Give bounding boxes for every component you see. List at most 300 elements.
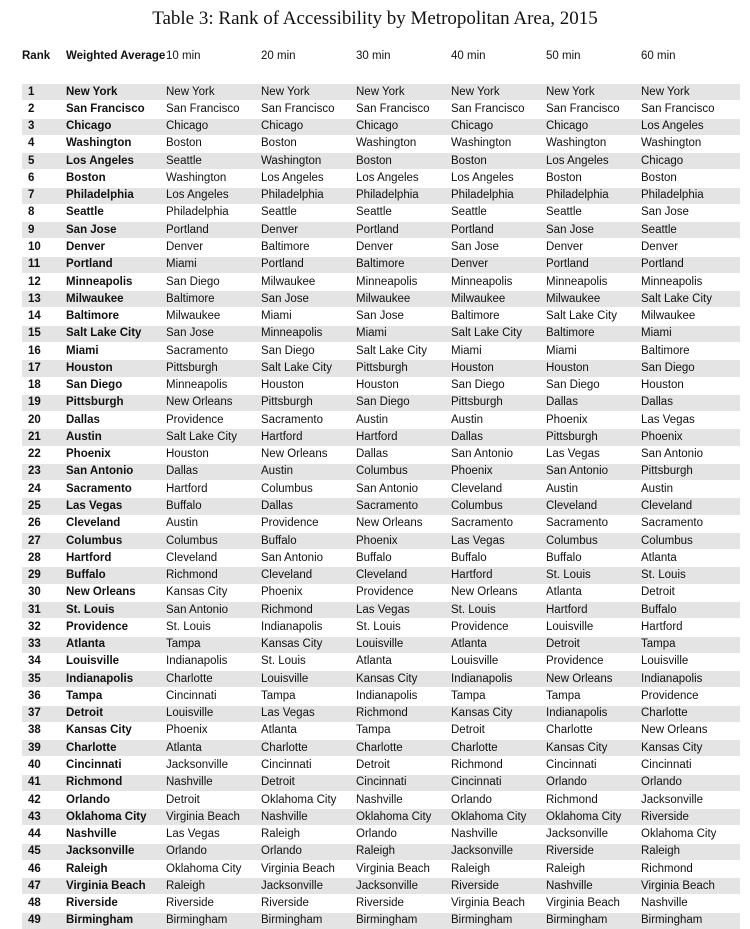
weighted-average-cell: Jacksonville — [66, 843, 166, 860]
10-min-cell: San Diego — [166, 273, 261, 290]
rank-cell: 36 — [22, 688, 66, 705]
weighted-average-cell: Dallas — [66, 412, 166, 429]
20-min-cell: Richmond — [261, 601, 356, 618]
weighted-average-cell: Sacramento — [66, 481, 166, 498]
40-min-cell: Kansas City — [451, 705, 546, 722]
table-row — [22, 878, 740, 895]
30-min-cell: Tampa — [356, 722, 451, 739]
10-min-cell: Pittsburgh — [166, 360, 261, 377]
20-min-cell: Virginia Beach — [261, 860, 356, 877]
rank-cell: 11 — [22, 256, 66, 273]
weighted-average-cell: Houston — [66, 360, 166, 377]
30-min-cell: Detroit — [356, 757, 451, 774]
20-min-cell: San Francisco — [261, 101, 356, 118]
10-min-cell: Cincinnati — [166, 688, 261, 705]
60-min-cell: Providence — [641, 688, 740, 705]
40-min-cell: Phoenix — [451, 463, 546, 480]
30-min-cell: Portland — [356, 222, 451, 239]
rank-cell: 17 — [22, 360, 66, 377]
60-min-cell: Los Angeles — [641, 118, 740, 135]
10-min-cell: Seattle — [166, 153, 261, 170]
10-min-cell: Birmingham — [166, 912, 261, 929]
40-min-cell: Riverside — [451, 878, 546, 895]
rank-cell: 43 — [22, 809, 66, 826]
10-min-cell: Columbus — [166, 532, 261, 549]
weighted-average-cell: San Antonio — [66, 463, 166, 480]
30-min-cell: Minneapolis — [356, 273, 451, 290]
30-min-cell: Dallas — [356, 446, 451, 463]
20-min-cell: Sacramento — [261, 412, 356, 429]
40-min-cell: Atlanta — [451, 636, 546, 653]
table-row — [22, 774, 740, 791]
30-min-cell: Hartford — [356, 429, 451, 446]
weighted-average-cell: Washington — [66, 135, 166, 152]
50-min-cell: New York — [546, 84, 641, 101]
table-row — [22, 429, 740, 446]
40-min-cell: Charlotte — [451, 740, 546, 757]
20-min-cell: Charlotte — [261, 740, 356, 757]
40-min-cell: Austin — [451, 412, 546, 429]
50-min-cell: Minneapolis — [546, 273, 641, 290]
rank-cell: 26 — [22, 515, 66, 532]
rank-cell: 6 — [22, 170, 66, 187]
30-min-cell: Providence — [356, 584, 451, 601]
10-min-cell: New Orleans — [166, 394, 261, 411]
table-body — [22, 84, 740, 929]
40-min-cell: Oklahoma City — [451, 809, 546, 826]
50-min-cell: Salt Lake City — [546, 308, 641, 325]
rank-cell: 42 — [22, 791, 66, 808]
rank-cell: 29 — [22, 567, 66, 584]
20-min-cell: Denver — [261, 222, 356, 239]
30-min-cell: Buffalo — [356, 550, 451, 567]
20-min-cell: Cleveland — [261, 567, 356, 584]
40-min-cell: Pittsburgh — [451, 394, 546, 411]
table-row — [22, 84, 740, 101]
10-min-cell: Phoenix — [166, 722, 261, 739]
30-min-cell: Kansas City — [356, 671, 451, 688]
table-row — [22, 273, 740, 290]
40-min-cell: Salt Lake City — [451, 325, 546, 342]
50-min-cell: Nashville — [546, 878, 641, 895]
30-min-cell: New Orleans — [356, 515, 451, 532]
10-min-cell: Austin — [166, 515, 261, 532]
50-min-cell: Atlanta — [546, 584, 641, 601]
weighted-average-cell: Minneapolis — [66, 273, 166, 290]
10-min-cell: Sacramento — [166, 342, 261, 359]
rank-cell: 28 — [22, 550, 66, 567]
10-min-cell: Raleigh — [166, 878, 261, 895]
40-min-cell: Providence — [451, 619, 546, 636]
60-min-cell: Louisville — [641, 653, 740, 670]
table-row — [22, 446, 740, 463]
10-min-cell: Las Vegas — [166, 826, 261, 843]
rank-cell: 30 — [22, 584, 66, 601]
60-min-cell: San Francisco — [641, 101, 740, 118]
table-row — [22, 360, 740, 377]
weighted-average-cell: Salt Lake City — [66, 325, 166, 342]
20-min-cell: Boston — [261, 135, 356, 152]
40-min-cell: Buffalo — [451, 550, 546, 567]
50-min-cell: San Jose — [546, 222, 641, 239]
10-min-cell: Los Angeles — [166, 187, 261, 204]
20-min-cell: Kansas City — [261, 636, 356, 653]
rank-cell: 12 — [22, 273, 66, 290]
rank-cell: 16 — [22, 342, 66, 359]
40-min-cell: Sacramento — [451, 515, 546, 532]
40-min-cell: Milwaukee — [451, 291, 546, 308]
40-min-cell: Virginia Beach — [451, 895, 546, 912]
20-min-cell: Detroit — [261, 774, 356, 791]
weighted-average-cell: Orlando — [66, 791, 166, 808]
30-min-cell: Columbus — [356, 463, 451, 480]
30-min-cell: Baltimore — [356, 256, 451, 273]
40-min-cell: Indianapolis — [451, 671, 546, 688]
table-row — [22, 463, 740, 480]
20-min-cell: Washington — [261, 153, 356, 170]
10-min-cell: Denver — [166, 239, 261, 256]
20-min-cell: Jacksonville — [261, 878, 356, 895]
weighted-average-cell: Oklahoma City — [66, 809, 166, 826]
60-min-cell: Boston — [641, 170, 740, 187]
30-min-cell: Denver — [356, 239, 451, 256]
60-min-cell: Houston — [641, 377, 740, 394]
20-min-cell: Dallas — [261, 498, 356, 515]
table-row — [22, 671, 740, 688]
30-min-cell: Nashville — [356, 791, 451, 808]
50-min-cell: San Diego — [546, 377, 641, 394]
60-min-cell: Washington — [641, 135, 740, 152]
weighted-average-cell: Chicago — [66, 118, 166, 135]
header-40-min: 40 min — [451, 48, 546, 84]
weighted-average-cell: Richmond — [66, 774, 166, 791]
20-min-cell: Oklahoma City — [261, 791, 356, 808]
20-min-cell: Birmingham — [261, 912, 356, 929]
60-min-cell: Detroit — [641, 584, 740, 601]
weighted-average-cell: Boston — [66, 170, 166, 187]
header-20-min: 20 min — [261, 48, 356, 84]
50-min-cell: Pittsburgh — [546, 429, 641, 446]
weighted-average-cell: Hartford — [66, 550, 166, 567]
weighted-average-cell: New Orleans — [66, 584, 166, 601]
30-min-cell: Louisville — [356, 636, 451, 653]
30-min-cell: Raleigh — [356, 843, 451, 860]
30-min-cell: San Diego — [356, 394, 451, 411]
10-min-cell: Baltimore — [166, 291, 261, 308]
rank-cell: 13 — [22, 291, 66, 308]
50-min-cell: Miami — [546, 342, 641, 359]
10-min-cell: San Francisco — [166, 101, 261, 118]
20-min-cell: Indianapolis — [261, 619, 356, 636]
60-min-cell: San Antonio — [641, 446, 740, 463]
table-row — [22, 377, 740, 394]
60-min-cell: Minneapolis — [641, 273, 740, 290]
60-min-cell: Cincinnati — [641, 757, 740, 774]
60-min-cell: Tampa — [641, 636, 740, 653]
rank-cell: 47 — [22, 878, 66, 895]
40-min-cell: Denver — [451, 256, 546, 273]
60-min-cell: Oklahoma City — [641, 826, 740, 843]
weighted-average-cell: San Jose — [66, 222, 166, 239]
header-30-min: 30 min — [356, 48, 451, 84]
table-row — [22, 912, 740, 929]
rank-cell: 49 — [22, 912, 66, 929]
table-row — [22, 256, 740, 273]
30-min-cell: Virginia Beach — [356, 860, 451, 877]
40-min-cell: Raleigh — [451, 860, 546, 877]
20-min-cell: Riverside — [261, 895, 356, 912]
table-row — [22, 619, 740, 636]
rank-cell: 45 — [22, 843, 66, 860]
table-row — [22, 653, 740, 670]
20-min-cell: Seattle — [261, 204, 356, 221]
rank-cell: 40 — [22, 757, 66, 774]
60-min-cell: Phoenix — [641, 429, 740, 446]
50-min-cell: Providence — [546, 653, 641, 670]
10-min-cell: Atlanta — [166, 740, 261, 757]
weighted-average-cell: San Diego — [66, 377, 166, 394]
20-min-cell: Philadelphia — [261, 187, 356, 204]
40-min-cell: Philadelphia — [451, 187, 546, 204]
10-min-cell: Buffalo — [166, 498, 261, 515]
10-min-cell: New York — [166, 84, 261, 101]
20-min-cell: Baltimore — [261, 239, 356, 256]
50-min-cell: Tampa — [546, 688, 641, 705]
table-row — [22, 101, 740, 118]
weighted-average-cell: Riverside — [66, 895, 166, 912]
40-min-cell: Orlando — [451, 791, 546, 808]
60-min-cell: Birmingham — [641, 912, 740, 929]
header-rank: Rank — [22, 48, 66, 84]
60-min-cell: Austin — [641, 481, 740, 498]
10-min-cell: Houston — [166, 446, 261, 463]
rank-cell: 38 — [22, 722, 66, 739]
20-min-cell: Phoenix — [261, 584, 356, 601]
40-min-cell: Richmond — [451, 757, 546, 774]
60-min-cell: St. Louis — [641, 567, 740, 584]
table-row — [22, 325, 740, 342]
50-min-cell: Los Angeles — [546, 153, 641, 170]
60-min-cell: New York — [641, 84, 740, 101]
50-min-cell: Charlotte — [546, 722, 641, 739]
20-min-cell: Cincinnati — [261, 757, 356, 774]
20-min-cell: Raleigh — [261, 826, 356, 843]
30-min-cell: Birmingham — [356, 912, 451, 929]
weighted-average-cell: San Francisco — [66, 101, 166, 118]
rank-cell: 21 — [22, 429, 66, 446]
10-min-cell: Salt Lake City — [166, 429, 261, 446]
50-min-cell: Richmond — [546, 791, 641, 808]
30-min-cell: New York — [356, 84, 451, 101]
20-min-cell: Minneapolis — [261, 325, 356, 342]
60-min-cell: Cleveland — [641, 498, 740, 515]
30-min-cell: Phoenix — [356, 532, 451, 549]
rank-cell: 31 — [22, 601, 66, 618]
40-min-cell: Nashville — [451, 826, 546, 843]
30-min-cell: San Francisco — [356, 101, 451, 118]
10-min-cell: Virginia Beach — [166, 809, 261, 826]
50-min-cell: Washington — [546, 135, 641, 152]
60-min-cell: Raleigh — [641, 843, 740, 860]
weighted-average-cell: Indianapolis — [66, 671, 166, 688]
20-min-cell: Chicago — [261, 118, 356, 135]
40-min-cell: Washington — [451, 135, 546, 152]
10-min-cell: Chicago — [166, 118, 261, 135]
header-row — [22, 48, 740, 84]
30-min-cell: Chicago — [356, 118, 451, 135]
table-row — [22, 394, 740, 411]
rank-cell: 3 — [22, 118, 66, 135]
30-min-cell: Salt Lake City — [356, 342, 451, 359]
40-min-cell: Boston — [451, 153, 546, 170]
10-min-cell: Orlando — [166, 843, 261, 860]
20-min-cell: St. Louis — [261, 653, 356, 670]
20-min-cell: Salt Lake City — [261, 360, 356, 377]
30-min-cell: St. Louis — [356, 619, 451, 636]
40-min-cell: Minneapolis — [451, 273, 546, 290]
30-min-cell: Boston — [356, 153, 451, 170]
50-min-cell: Phoenix — [546, 412, 641, 429]
table-row — [22, 532, 740, 549]
20-min-cell: Louisville — [261, 671, 356, 688]
50-min-cell: Las Vegas — [546, 446, 641, 463]
50-min-cell: San Francisco — [546, 101, 641, 118]
table-row — [22, 291, 740, 308]
weighted-average-cell: Providence — [66, 619, 166, 636]
10-min-cell: Riverside — [166, 895, 261, 912]
30-min-cell: Miami — [356, 325, 451, 342]
10-min-cell: Miami — [166, 256, 261, 273]
60-min-cell: Jacksonville — [641, 791, 740, 808]
50-min-cell: Birmingham — [546, 912, 641, 929]
rank-cell: 20 — [22, 412, 66, 429]
40-min-cell: Columbus — [451, 498, 546, 515]
30-min-cell: Cleveland — [356, 567, 451, 584]
weighted-average-cell: Birmingham — [66, 912, 166, 929]
60-min-cell: Virginia Beach — [641, 878, 740, 895]
60-min-cell: Riverside — [641, 809, 740, 826]
60-min-cell: Sacramento — [641, 515, 740, 532]
40-min-cell: Tampa — [451, 688, 546, 705]
50-min-cell: Dallas — [546, 394, 641, 411]
10-min-cell: Boston — [166, 135, 261, 152]
50-min-cell: Houston — [546, 360, 641, 377]
20-min-cell: Hartford — [261, 429, 356, 446]
40-min-cell: Portland — [451, 222, 546, 239]
table-row — [22, 791, 740, 808]
rank-cell: 33 — [22, 636, 66, 653]
40-min-cell: New Orleans — [451, 584, 546, 601]
table-row — [22, 412, 740, 429]
50-min-cell: Austin — [546, 481, 641, 498]
10-min-cell: Providence — [166, 412, 261, 429]
table-row — [22, 222, 740, 239]
40-min-cell: New York — [451, 84, 546, 101]
table-row — [22, 584, 740, 601]
table-row — [22, 135, 740, 152]
10-min-cell: Washington — [166, 170, 261, 187]
10-min-cell: Kansas City — [166, 584, 261, 601]
rank-cell: 35 — [22, 671, 66, 688]
10-min-cell: Detroit — [166, 791, 261, 808]
table-row — [22, 757, 740, 774]
20-min-cell: Pittsburgh — [261, 394, 356, 411]
60-min-cell: Hartford — [641, 619, 740, 636]
60-min-cell: Columbus — [641, 532, 740, 549]
table-title: Table 3: Rank of Accessibility by Metropolitan Area, 2015 — [0, 8, 750, 30]
50-min-cell: Virginia Beach — [546, 895, 641, 912]
40-min-cell: Seattle — [451, 204, 546, 221]
60-min-cell: Milwaukee — [641, 308, 740, 325]
40-min-cell: Cincinnati — [451, 774, 546, 791]
30-min-cell: San Jose — [356, 308, 451, 325]
40-min-cell: Hartford — [451, 567, 546, 584]
20-min-cell: Austin — [261, 463, 356, 480]
rank-cell: 14 — [22, 308, 66, 325]
weighted-average-cell: Detroit — [66, 705, 166, 722]
30-min-cell: Riverside — [356, 895, 451, 912]
20-min-cell: Portland — [261, 256, 356, 273]
20-min-cell: Tampa — [261, 688, 356, 705]
40-min-cell: Jacksonville — [451, 843, 546, 860]
rank-cell: 2 — [22, 101, 66, 118]
30-min-cell: Orlando — [356, 826, 451, 843]
40-min-cell: Cleveland — [451, 481, 546, 498]
table-row — [22, 342, 740, 359]
weighted-average-cell: Denver — [66, 239, 166, 256]
30-min-cell: Cincinnati — [356, 774, 451, 791]
10-min-cell: Dallas — [166, 463, 261, 480]
20-min-cell: San Jose — [261, 291, 356, 308]
50-min-cell: St. Louis — [546, 567, 641, 584]
rank-cell: 1 — [22, 84, 66, 101]
table-row — [22, 860, 740, 877]
60-min-cell: Nashville — [641, 895, 740, 912]
header-10-min: 10 min — [166, 48, 261, 84]
30-min-cell: Indianapolis — [356, 688, 451, 705]
30-min-cell: Houston — [356, 377, 451, 394]
30-min-cell: Philadelphia — [356, 187, 451, 204]
20-min-cell: Miami — [261, 308, 356, 325]
60-min-cell: Portland — [641, 256, 740, 273]
rank-cell: 22 — [22, 446, 66, 463]
rank-cell: 9 — [22, 222, 66, 239]
50-min-cell: Seattle — [546, 204, 641, 221]
60-min-cell: San Jose — [641, 204, 740, 221]
10-min-cell: Portland — [166, 222, 261, 239]
50-min-cell: Riverside — [546, 843, 641, 860]
60-min-cell: Seattle — [641, 222, 740, 239]
50-min-cell: Milwaukee — [546, 291, 641, 308]
40-min-cell: Baltimore — [451, 308, 546, 325]
weighted-average-cell: St. Louis — [66, 601, 166, 618]
50-min-cell: Portland — [546, 256, 641, 273]
60-min-cell: Philadelphia — [641, 187, 740, 204]
20-min-cell: Nashville — [261, 809, 356, 826]
40-min-cell: Louisville — [451, 653, 546, 670]
10-min-cell: Tampa — [166, 636, 261, 653]
table-row — [22, 567, 740, 584]
rank-cell: 37 — [22, 705, 66, 722]
weighted-average-cell: Kansas City — [66, 722, 166, 739]
rank-cell: 24 — [22, 481, 66, 498]
30-min-cell: Pittsburgh — [356, 360, 451, 377]
weighted-average-cell: Los Angeles — [66, 153, 166, 170]
rank-cell: 46 — [22, 860, 66, 877]
20-min-cell: New York — [261, 84, 356, 101]
50-min-cell: Chicago — [546, 118, 641, 135]
table-row — [22, 239, 740, 256]
